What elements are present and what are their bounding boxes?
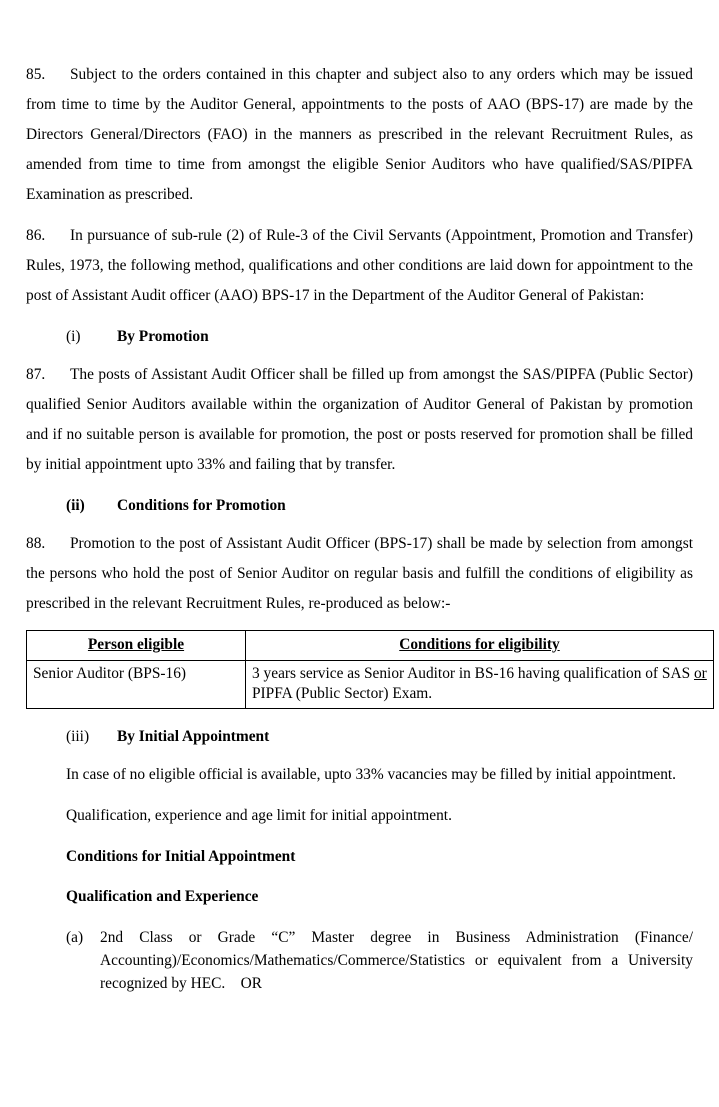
conditions-text-part2: PIPFA (Public Sector) Exam. — [252, 685, 433, 702]
subheading-conditions-for-promotion — [26, 491, 693, 521]
list-item-marker-a: (a) — [66, 929, 84, 946]
conditions-text-part1: 3 years service as Senior Auditor in BS-16 having qualification of SAS — [252, 665, 694, 682]
list-item-text: 2nd Class or Grade “C” Master degree in Business Administration (Finance/ Accounting)/Economics/Mathematics/Commerce/Statistics or equivalent from a University recognized by HEC. — [100, 929, 693, 992]
list-item — [26, 926, 693, 995]
heading-conditions-for-initial-appointment: Conditions for Initial Appointment — [66, 848, 296, 865]
paragraph-87-number: 87. — [26, 366, 46, 383]
paragraph-88-number: 88. — [26, 535, 46, 552]
eligibility-table — [26, 630, 714, 709]
conditions-text-or: or — [693, 665, 707, 682]
table-header-row — [27, 631, 714, 661]
paragraph-88 — [26, 529, 693, 619]
table-cell-conditions — [246, 661, 714, 709]
subheading-by-promotion — [26, 322, 693, 352]
subheading-label-by-promotion: By Promotion — [117, 328, 209, 345]
paragraph-85 — [26, 60, 693, 210]
list-item-body — [100, 926, 693, 995]
table-cell-person: Senior Auditor (BPS-16) — [27, 661, 246, 709]
qualification-age-limit-line: Qualification, experience and age limit for initial appointment. — [66, 807, 452, 824]
subheading-marker-i: (i) — [66, 328, 81, 345]
paragraph-86-number: 86. — [26, 227, 46, 244]
table-header-person-eligible: Person eligible — [27, 631, 246, 661]
subheading-label-by-initial-appointment: By Initial Appointment — [117, 728, 270, 745]
subheading-by-initial-appointment — [26, 722, 693, 752]
paragraph-86-text: In pursuance of sub-rule (2) of Rule-3 of the Civil Servants (Appointment, Promotion and Transfer) Rules, 1973, the following method, qualifications and other conditions are laid down for appointment to the post of Assistant Audit officer (AAO) BPS-17 in the Department of the Auditor General of Pakistan: — [26, 227, 693, 304]
initial-appointment-paragraph: In case of no eligible official is available, upto 33% vacancies may be filled by initial appointment. — [66, 766, 677, 783]
list-item-suffix-or: OR — [240, 975, 263, 992]
subheading-marker-iii: (iii) — [66, 728, 90, 745]
paragraph-87 — [26, 360, 693, 480]
paragraph-88-text: Promotion to the post of Assistant Audit Officer (BPS-17) shall be made by selection from amongst the persons who hold the post of Senior Auditor on regular basis and fulfill the conditions of eligibility as prescribed in the relevant Recruitment Rules, re-produced as below:- — [26, 535, 693, 612]
paragraph-87-text: The posts of Assistant Audit Officer shall be filled up from amongst the SAS/PIPFA (Public Sector) qualified Senior Auditors available within the organization of Auditor General of Pakistan by promotion and if no suitable person is available for promotion, the post or posts reserved for promotion shall be filled by initial appointment upto 33% and failing that by transfer. — [26, 366, 693, 473]
table-header-conditions-for-eligibility: Conditions for eligibility — [246, 631, 714, 661]
paragraph-85-text: Subject to the orders contained in this chapter and subject also to any orders which may be issued from time to time by the Auditor General, appointments to the posts of AAO (BPS-17) are made by the Directors General/Directors (FAO) in the manners as prescribed in the relevant Recruitment Rules, as amended from time to time from amongst the eligible Senior Auditors who have qualified/SAS/PIPFA Examination as prescribed. — [26, 66, 693, 203]
subheading-label-conditions-for-promotion: Conditions for Promotion — [117, 497, 286, 514]
heading-qualification-and-experience: Qualification and Experience — [66, 888, 259, 905]
paragraph-85-number: 85. — [26, 66, 46, 83]
table-row — [27, 661, 714, 709]
subheading-marker-ii: (ii) — [66, 497, 85, 514]
paragraph-86 — [26, 221, 693, 311]
eligibility-table-wrapper — [26, 630, 707, 709]
